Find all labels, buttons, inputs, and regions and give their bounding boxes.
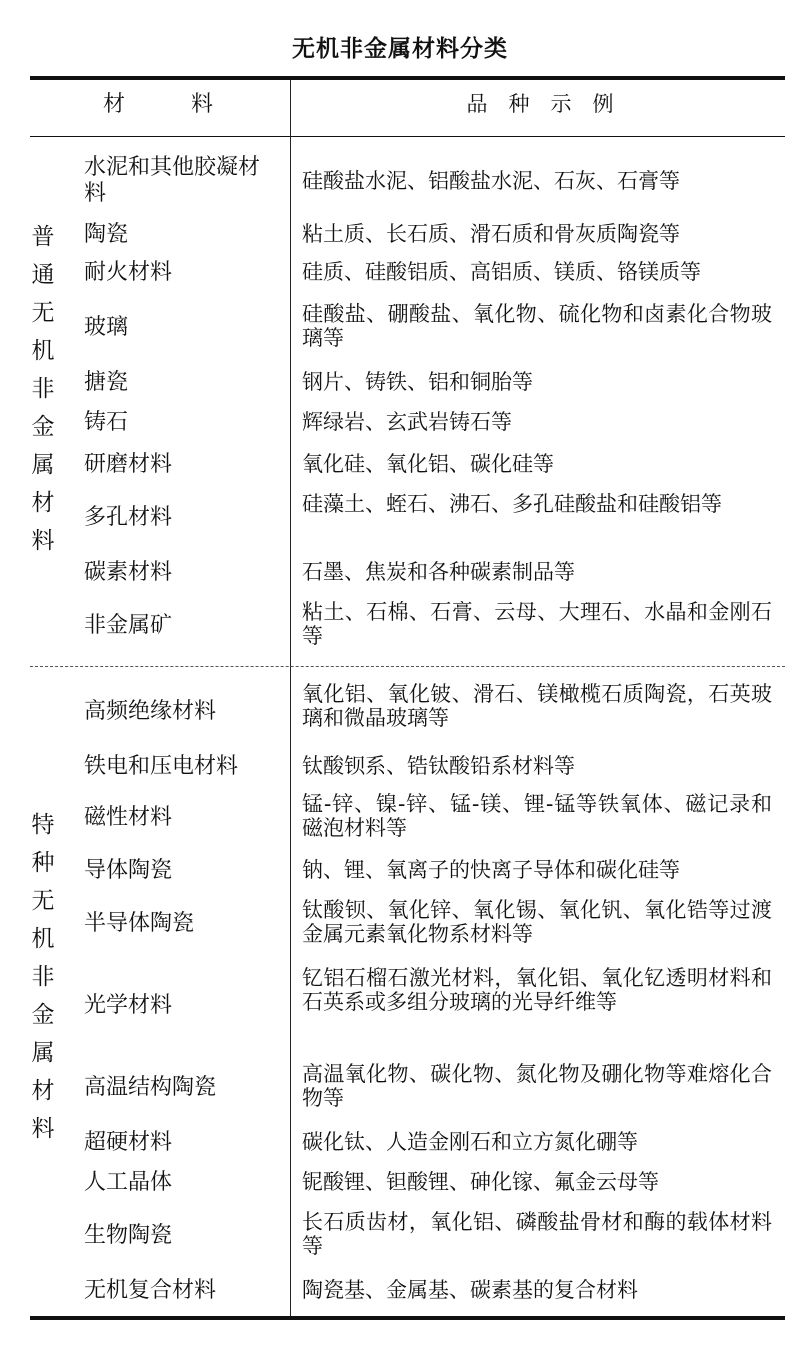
material-cell: 超硬材料	[84, 1130, 173, 1155]
material-cell: 搪瓷	[84, 370, 129, 395]
material-cell: 生物陶瓷	[84, 1223, 173, 1248]
material-cell: 半导体陶瓷	[84, 911, 195, 936]
header-examples-char: 品	[466, 92, 488, 116]
material-cell: 高频绝缘材料	[84, 699, 217, 724]
group-label-char: 材	[31, 1078, 55, 1104]
group-label-special	[28, 806, 58, 1148]
examples-cell: 长石质齿材，氧化铝、磷酸盐骨材和酶的载体材料等	[302, 1210, 772, 1258]
column-divider	[290, 80, 291, 1316]
examples-cell: 钠、锂、氧离子的快离子导体和碳化硅等	[302, 858, 680, 882]
examples-cell: 硅酸盐水泥、铝酸盐水泥、石灰、石膏等	[302, 169, 680, 193]
group-label-char: 机	[31, 338, 55, 364]
examples-cell: 硅藻土、蛭石、沸石、多孔硅酸盐和硅酸铝等	[302, 492, 722, 516]
material-cell: 研磨材料	[84, 452, 173, 477]
material-cell: 人工晶体	[84, 1170, 173, 1195]
table-bottom-rule	[30, 1316, 785, 1320]
examples-cell: 钛酸钡、氧化锌、氧化锡、氧化钒、氧化锆等过渡金属元素氧化物系材料等	[302, 898, 772, 946]
group-label-char: 特	[31, 812, 55, 838]
header-rule	[30, 136, 785, 137]
examples-cell: 粘土质、长石质、滑石质和骨灰质陶瓷等	[302, 222, 680, 246]
header-examples	[300, 92, 780, 116]
group-label-char: 种	[31, 850, 55, 876]
material-cell: 高温结构陶瓷	[84, 1075, 217, 1100]
material-cell: 玻璃	[84, 315, 129, 340]
group-label-char: 材	[31, 490, 55, 516]
group-label-char: 金	[31, 414, 55, 440]
material-cell: 铸石	[84, 410, 129, 435]
examples-cell: 钢片、铸铁、铝和铜胎等	[302, 370, 533, 394]
material-cell: 碳素材料	[84, 560, 173, 585]
group-label-char: 非	[31, 964, 55, 990]
examples-cell: 硅酸盐、硼酸盐、氧化物、硫化物和卤素化合物玻璃等	[302, 302, 772, 350]
material-cell: 铁电和压电材料	[84, 754, 239, 779]
group-label-char: 金	[31, 1002, 55, 1028]
examples-cell: 锰-锌、镍-锌、锰-镁、锂-锰等铁氧体、磁记录和磁泡材料等	[302, 792, 772, 840]
header-examples-char: 种	[508, 92, 530, 116]
examples-cell: 钇铝石榴石激光材料，氧化铝、氧化钇透明材料和石英系或多组分玻璃的光导纤维等	[302, 966, 772, 1014]
group-label-char: 料	[31, 528, 55, 554]
group-separator	[30, 666, 785, 667]
group-label-char: 通	[31, 262, 55, 288]
examples-cell: 陶瓷基、金属基、碳素基的复合材料	[302, 1278, 638, 1302]
material-cell: 光学材料	[84, 993, 173, 1018]
header-material-char: 料	[191, 92, 214, 117]
examples-cell: 氧化铝、氧化铍、滑石、镁橄榄石质陶瓷，石英玻璃和微晶玻璃等	[302, 682, 772, 730]
page-title: 无机非金属材料分类	[292, 36, 508, 62]
examples-cell: 硅质、硅酸铝质、高铝质、镁质、铬镁质等	[302, 260, 701, 284]
group-label-char: 非	[31, 376, 55, 402]
header-material	[88, 92, 228, 118]
group-label-char: 无	[31, 300, 55, 326]
group-label-char: 属	[31, 452, 55, 478]
examples-cell: 辉绿岩、玄武岩铸石等	[302, 410, 512, 434]
table-top-rule	[30, 76, 785, 80]
material-cell: 多孔材料	[84, 505, 173, 530]
examples-cell: 钛酸钡系、锆钛酸铅系材料等	[302, 754, 575, 778]
material-cell: 耐火材料	[84, 260, 173, 285]
header-examples-char: 示	[550, 92, 572, 116]
examples-cell: 碳化钛、人造金刚石和立方氮化硼等	[302, 1130, 638, 1154]
material-cell: 磁性材料	[84, 805, 173, 830]
examples-cell: 氧化硅、氧化铝、碳化硅等	[302, 452, 554, 476]
material-cell: 无机复合材料	[84, 1278, 217, 1303]
group-label-char: 料	[31, 1116, 55, 1142]
material-cell: 非金属矿	[84, 613, 173, 638]
group-label-char: 属	[31, 1040, 55, 1066]
material-cell: 陶瓷	[84, 222, 129, 247]
material-cell: 导体陶瓷	[84, 858, 173, 883]
header-material-char: 材	[102, 92, 125, 117]
group-label-char: 机	[31, 926, 55, 952]
examples-cell: 铌酸锂、钽酸锂、砷化镓、氟金云母等	[302, 1170, 659, 1194]
group-label-char: 无	[31, 888, 55, 914]
header-examples-char: 例	[592, 92, 614, 116]
group-label-char: 普	[31, 224, 55, 250]
group-label-ordinary	[28, 218, 58, 560]
examples-cell: 石墨、焦炭和各种碳素制品等	[302, 560, 575, 584]
material-cell: 水泥和其他胶凝材料	[84, 155, 261, 206]
examples-cell: 粘土、石棉、石膏、云母、大理石、水晶和金刚石等	[302, 600, 772, 648]
examples-cell: 高温氧化物、碳化物、氮化物及硼化物等难熔化合物等	[302, 1062, 772, 1110]
